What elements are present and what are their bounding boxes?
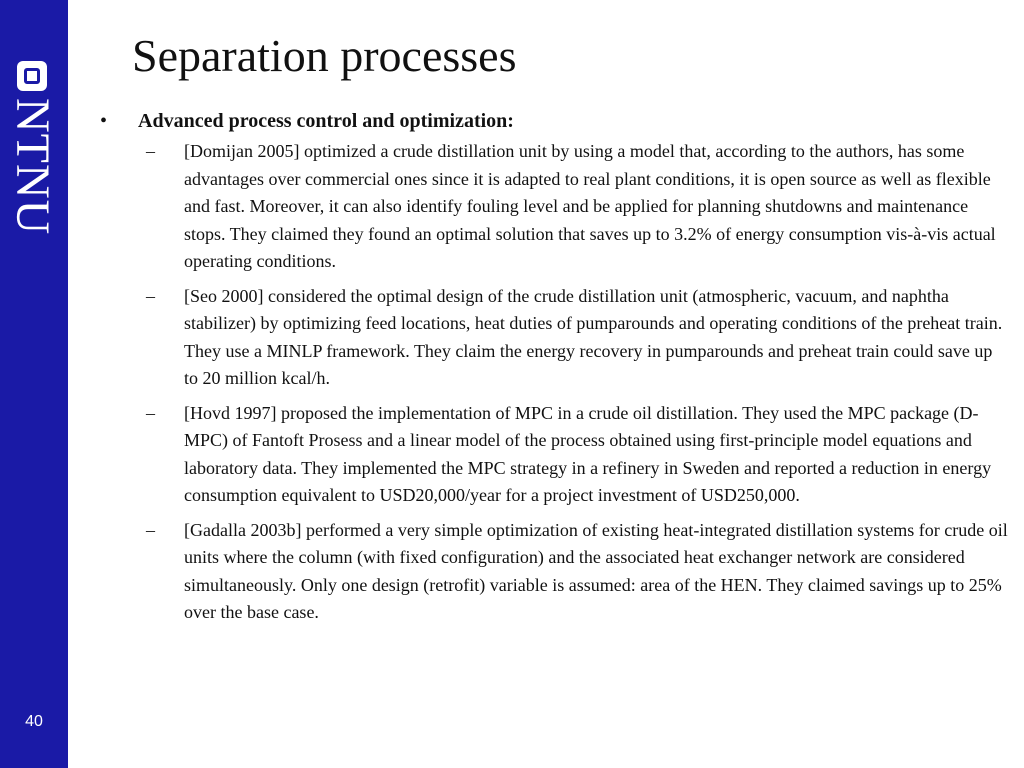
bullet-heading: Advanced process control and optimization <box>138 110 508 132</box>
bullet-heading-wrap <box>138 108 514 134</box>
sidebar <box>0 0 68 768</box>
page-title: Separation processes <box>132 30 517 81</box>
dash-icon: – <box>146 141 155 161</box>
sub-item-gadalla <box>92 517 1008 627</box>
page-number: 40 <box>25 713 43 730</box>
bullet-icon: • <box>100 110 108 132</box>
sub-item-text: [Domijan 2005] optimized a crude distillation unit by using a model that, according to the authors, has some advantages over commercial ones since it is adapted to real plant conditions, it is open source as well as flexible and fast. Moreover, it can also identify fouling level and be applied for planning shutdowns and maintenance stops. They claimed they found an optimal solution that saves up to 3.2% of energy consumption vis-à-vis actual operating conditions. <box>184 141 996 271</box>
sub-item-text: [Seo 2000] considered the optimal design of the crude distillation unit (atmospheric, vacuum, and naphtha stabilizer) by optimizing feed locations, heat duties of pumparounds and operating conditions of the preheat train. They use a MINLP framework. They claim the energy recovery in pumparounds and preheat train could save up to 20 million kcal/h. <box>184 285 1003 388</box>
slide-content <box>92 108 1008 634</box>
dash-icon: – <box>146 402 155 423</box>
brand-text: NTNU <box>6 98 59 236</box>
bullet-heading-suffix: : <box>507 110 514 132</box>
bullet-item <box>92 108 1008 138</box>
dash-icon: – <box>146 285 155 306</box>
sub-item-text: [Gadalla 2003b] performed a very simple optimization of existing heat-integrated distillation systems for crude oil units where the column (with fixed configuration) and the associated heat exchanger network are considered simultaneously. Only one design (retrofit) variable is assumed: area of the HEN. They claimed savings up to 25% over the base case. <box>184 519 1008 622</box>
sub-item-domijan <box>92 138 1008 276</box>
sub-item-text: [Hovd 1997] proposed the implementation of MPC in a crude oil distillation. They used the MPC package (D-MPC) of Fantoft Prosess and a linear model of the process obtained using first-principle model equations and laboratory data. They implemented the MPC strategy in a refinery in Sweden and reported a reduction in energy consumption equivalent to USD20,000/year for a project investment of USD250,000. <box>184 402 992 505</box>
sub-item-seo <box>92 283 1008 393</box>
ntnu-logo-icon <box>17 61 47 91</box>
dash-icon: – <box>146 519 155 540</box>
brand-wordmark <box>6 98 59 240</box>
sub-item-hovd <box>92 400 1008 510</box>
